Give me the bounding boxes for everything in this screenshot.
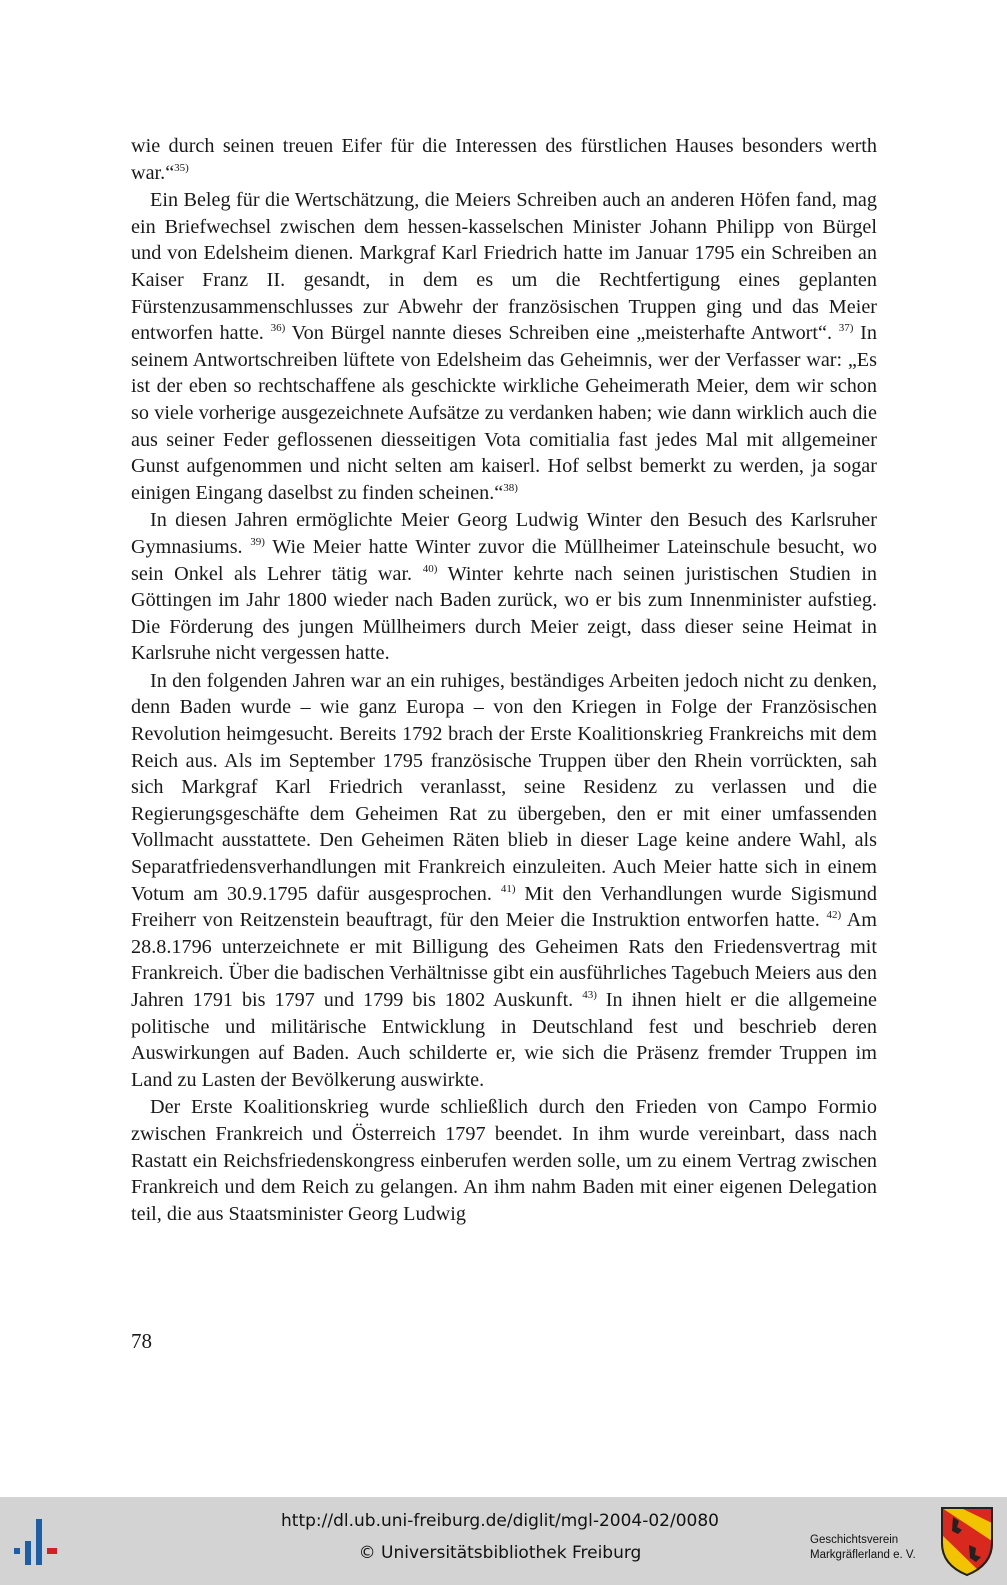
- paragraph-text: In ihnen hielt er die allgemeine politische und militärische Entwicklung in Deutschland fest und beschrieb deren Auswirkungen auf Baden. Auch schilderte er, wie sich die Präsenz fremder Truppen im Land zu Lasten der Bevölkerung auswirkte.: [131, 989, 877, 1091]
- paragraph-text: Winter kehrte nach seinen juristischen Studien in Göttingen im Jahr 1800 wieder nach Baden zurück, wo er bis zum Innenminister aufstieg. Die Förderung des jungen Müllheimers durch Meier zeigt, dass dieser seine Heimat in Karlsruhe nicht vergessen hatte.: [131, 562, 877, 665]
- paragraph-text: Wie Meier hatte Winter zuvor die Müllheimer Lateinschule besucht, wo sein Onkel als Lehrer tätig war.: [131, 535, 877, 585]
- body-paragraph: [131, 187, 877, 506]
- society-name-line1: Geschichtsverein: [810, 1534, 899, 1546]
- paragraph-text: In seinem Antwortschreiben lüftete von Edelsheim das Geheimnis, wer der Verfasser war: „Es ist der eben so rechtschaffene als geschickte wirkliche Geheimerath Meier, dem wir schon so viele vorherige ausgezeichnete Aufsätze zu verdanken haben; wie dann wirklich auch die aus seiner Feder geflossenen diesseitigen Vota comitialia fast jedes Mal mit allgemeiner Gunst aufgenommen und nicht selten am kaiserl. Hof selbst bemerkt zu werden, ja sogar einigen Eingang daselbst zu finden scheinen.“: [131, 322, 877, 504]
- paragraph-text: wie durch seinen treuen Eifer für die Interessen des fürstlichen Hauses besonders werth war.“: [131, 135, 877, 184]
- footnote-reference: 36): [270, 322, 286, 335]
- body-paragraph: [131, 507, 877, 667]
- footnote-reference: 43): [582, 989, 597, 1001]
- footnote-reference: 38): [503, 481, 518, 494]
- footer-url-link[interactable]: http://dl.ub.uni-freiburg.de/diglit/mgl-2004-02/0080: [281, 1511, 719, 1531]
- footnote-reference: 37): [838, 322, 854, 335]
- footnote-reference: 40): [422, 562, 438, 575]
- society-name: [810, 1533, 916, 1563]
- body-paragraph: [131, 133, 877, 186]
- page-number: 78: [131, 1329, 152, 1353]
- paragraph-text: In diesen Jahren ermöglichte Meier Georg Ludwig Winter den Besuch des Karlsruher Gymnasiums.: [131, 509, 877, 558]
- paragraph-text: In den folgenden Jahren war an ein ruhiges, beständiges Arbeiten jedoch nicht zu denken, denn Baden wurde – wie ganz Europa – von den Kriegen in Folge der Französischen Revolution heimgesucht. Bereits 1792 brach der Erste Koalitionskrieg Frankreichs mit dem Reich aus. Als im September 1795 französische Truppen über den Rhein vorrückten, sah sich Markgraf Karl Friedrich veranlasst, seine Residenz zu verlassen und die Regierungsgeschäfte dem Geheimen Rat zu übergeben, den er mit einer umfassenden Vollmacht ausstattete. Den Geheimen Räten blieb in dieser Lage keine andere Wahl, als Separatfriedensverhandlungen mit Frankreich einzuleiten. Auch Meier hatte sich in einem Votum am 30.9.1795 dafür ausgesprochen.: [131, 669, 877, 905]
- coat-of-arms-icon[interactable]: [939, 1505, 995, 1577]
- footer-copyright: © Universitätsbibliothek Freiburg: [358, 1543, 642, 1563]
- society-name-line2: Markgräflerland e. V.: [810, 1549, 916, 1561]
- body-paragraph: [131, 668, 877, 1094]
- paragraph-text: Von Bürgel nannte dieses Schreiben eine „meisterhafte Antwort“.: [285, 322, 839, 345]
- paragraph-text: Am 28.8.1796 unterzeichnete er mit Billigung des Geheimen Rats den Friedensvertrag mit Frankreich. Über die badischen Verhältnisse gibt ein ausführliches Tagebuch Meiers aus den Jahren 1791 bis 1797 und 1799 bis 1802 Auskunft.: [131, 909, 878, 1011]
- page-body: [131, 133, 877, 1227]
- body-paragraph: [131, 1094, 877, 1227]
- footnote-reference: 42): [826, 909, 842, 922]
- footnote-reference: 41): [500, 882, 516, 895]
- footer-bar: [0, 1497, 1007, 1585]
- paragraph-text: Ein Beleg für die Wertschätzung, die Meiers Schreiben auch an anderen Höfen fand, mag ein Briefwechsel zwischen dem hessen-kasselschen Minister Johann Philipp von Bürgel und von Edelsheim dienen. Markgraf Karl Friedrich hatte im Januar 1795 ein Schreiben an Kaiser Franz II. gesandt, in dem es um die Rechtfertigung eines geplanten Fürstenzusammenschlusses zur Abwehr der französischen Truppen ging und das Meier entworfen hatte.: [131, 189, 877, 345]
- paragraph-text: Der Erste Koalitionskrieg wurde schließlich durch den Frieden von Campo Formio zwischen Frankreich und Österreich 1797 beendet. In ihm wurde vereinbart, dass nach Rastatt ein Reichsfriedenskongress einberufen werden solle, um zu einem Vertrag zwischen Frankreich und dem Reich zu gelangen. An ihm nahm Baden mit einer eigenen Delegation teil, die aus Staatsminister Georg Ludwig: [131, 1096, 877, 1225]
- paragraph-text: Mit den Verhandlungen wurde Sigismund Freiherr von Reitzenstein beauftragt, für den Meier die Instruktion entworfen hatte.: [131, 882, 877, 932]
- ub-freiburg-logo-icon[interactable]: [12, 1519, 62, 1569]
- footnote-reference: 35): [174, 161, 189, 174]
- footnote-reference: 39): [250, 535, 265, 548]
